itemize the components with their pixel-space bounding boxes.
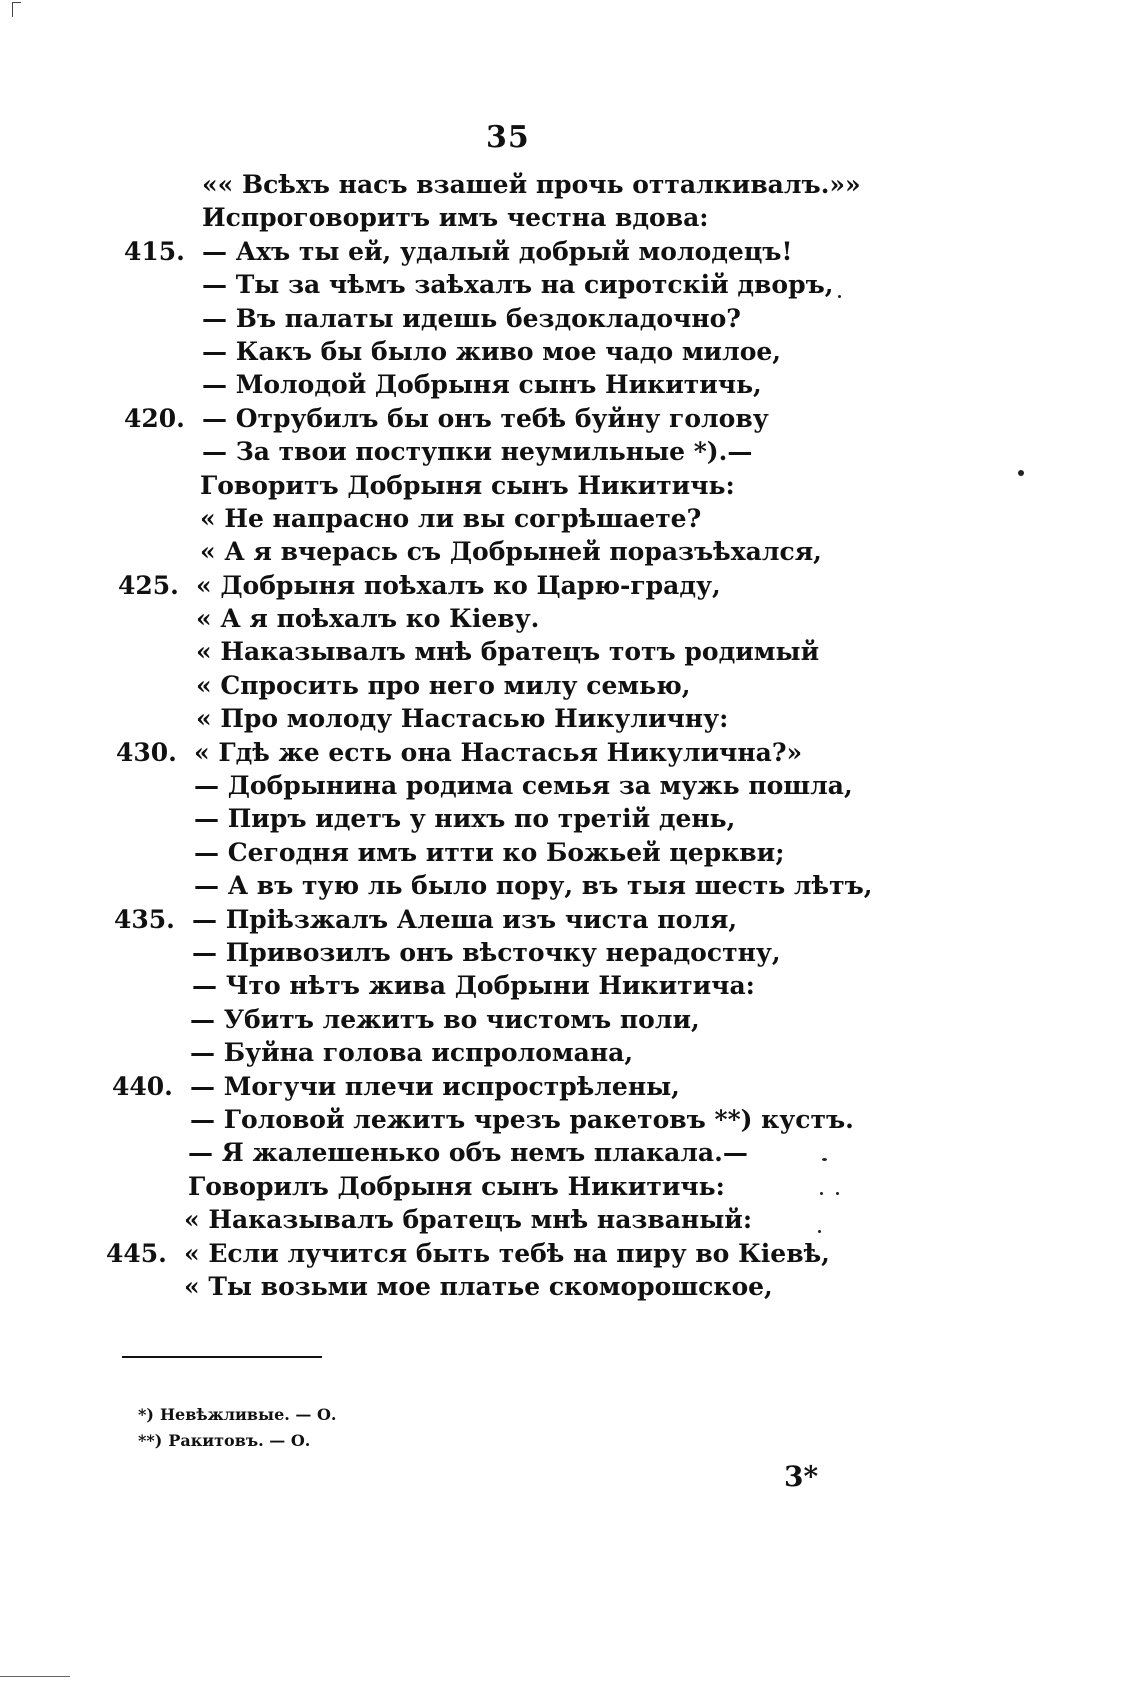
verse-line xyxy=(0,936,1140,969)
print-speck xyxy=(1018,470,1024,476)
verse-text: Говоритъ Добрыня сынъ Никитичь: xyxy=(200,470,735,500)
line-number: 415. xyxy=(124,236,185,266)
print-speck xyxy=(836,1192,839,1195)
verse-text: — Буйна голова испроломана, xyxy=(190,1038,634,1068)
verse-text: — Ты за чѣмъ заѣхалъ на сиротскій дворъ, xyxy=(202,270,834,300)
scan-edge-line xyxy=(0,1676,70,1677)
verse-text: « Не напрасно ли вы согрѣшаете? xyxy=(200,503,702,533)
verse-text: « Добрыня поѣхалъ ко Царю-граду, xyxy=(196,570,721,600)
print-speck xyxy=(838,295,841,298)
verse-text: « Наказывалъ мнѣ братецъ тотъ родимый xyxy=(196,637,820,667)
verse-line xyxy=(0,1170,1140,1203)
verse-line xyxy=(0,469,1140,502)
line-number: 435. xyxy=(114,904,175,934)
verse-line xyxy=(0,1203,1140,1236)
print-speck xyxy=(818,1230,821,1233)
verse-text: Говорилъ Добрыня сынъ Никитичь: xyxy=(188,1171,725,1201)
verse-line xyxy=(0,168,1140,201)
verse-line xyxy=(0,302,1140,335)
verse-text: — Какъ бы было живо мое чадо милое, xyxy=(202,336,782,366)
footnote-separator xyxy=(122,1356,322,1358)
footnote-marker: **) xyxy=(138,1431,163,1450)
verse-line xyxy=(0,869,1140,902)
verse-line xyxy=(0,736,1140,769)
verse-text: — Что нѣтъ жива Добрыни Никитича: xyxy=(192,971,755,1001)
verse-line xyxy=(0,201,1140,234)
verse-line xyxy=(0,1270,1140,1303)
verse-line xyxy=(0,903,1140,936)
verse-text: — Ахъ ты ей, удалый добрый молодецъ! xyxy=(202,236,793,266)
verse-text: « Гдѣ же есть она Настасья Никулична?» xyxy=(194,737,803,767)
verse-line xyxy=(0,1036,1140,1069)
verse-text: « Наказывалъ братецъ мнѣ названый: xyxy=(184,1205,753,1235)
verse-line xyxy=(0,268,1140,301)
verse-text: — Пріѣзжалъ Алеша изъ чиста поля, xyxy=(192,904,738,934)
verse-text: « Спросить про него милу семью, xyxy=(196,670,691,700)
verse-line xyxy=(0,1003,1140,1036)
footnote xyxy=(138,1428,336,1454)
verse-line xyxy=(0,235,1140,268)
printer-signature-mark: 3* xyxy=(784,1460,819,1493)
line-number: 420. xyxy=(124,403,185,433)
verse-line xyxy=(0,502,1140,535)
verse-line xyxy=(0,535,1140,568)
verse-text: — Головой лежитъ чрезъ ракетовъ **) кустъ. xyxy=(190,1104,854,1134)
footnote-text: Ракитовъ. — О. xyxy=(168,1431,311,1450)
line-number: 440. xyxy=(112,1071,173,1101)
verse-text: — Привозилъ онъ вѣсточку нерадостну, xyxy=(192,937,781,967)
verse-text: « Про молоду Настасью Никуличну: xyxy=(196,704,729,734)
verse-text: « А я поѣхалъ ко Кіеву. xyxy=(196,604,540,634)
verse-line xyxy=(0,435,1140,468)
verse-text: « Если лучится быть тебѣ на пиру во Кіевѣ, xyxy=(184,1238,830,1268)
page-number: 35 xyxy=(486,120,530,155)
verse-line xyxy=(0,969,1140,1002)
verse-line xyxy=(0,602,1140,635)
verse-line xyxy=(0,1237,1140,1270)
verse-text: — Отрубилъ бы онъ тебѣ буйну голову xyxy=(202,403,769,433)
verse-text: Испроговоритъ имъ честна вдова: xyxy=(202,203,709,233)
verse-text: — За твои поступки неумильные *).— xyxy=(202,437,753,467)
verse-text: — Пиръ идетъ у нихъ по третій день, xyxy=(194,804,736,834)
verse-text: « Ты возьми мое платье скоморошское, xyxy=(184,1271,773,1301)
verse-text: — Молодой Добрыня сынъ Никитичь, xyxy=(202,370,762,400)
verse-line xyxy=(0,402,1140,435)
line-number: 430. xyxy=(116,737,177,767)
verse-line xyxy=(0,335,1140,368)
verse-text: — Въ палаты идешь бездокладочно? xyxy=(202,303,741,333)
footnote-marker: *) xyxy=(138,1405,154,1424)
verse-line xyxy=(0,702,1140,735)
verse-line xyxy=(0,802,1140,835)
verse-line xyxy=(0,635,1140,668)
verse-text: — А въ тую ль было пору, въ тыя шесть лѣтъ, xyxy=(194,871,873,901)
verse-line xyxy=(0,1070,1140,1103)
verse-line xyxy=(0,1136,1140,1169)
line-number: 425. xyxy=(118,570,179,600)
verse-block xyxy=(0,168,1140,1303)
verse-line xyxy=(0,368,1140,401)
verse-text: — Сегодня имъ итти ко Божьей церкви; xyxy=(194,837,785,867)
footnotes xyxy=(138,1402,336,1454)
print-speck xyxy=(822,1158,827,1161)
verse-line xyxy=(0,836,1140,869)
verse-line xyxy=(0,569,1140,602)
print-speck xyxy=(820,1192,823,1195)
verse-text: — Могучи плечи испрострѣлены, xyxy=(190,1071,680,1101)
line-number: 445. xyxy=(106,1238,167,1268)
verse-text: — Убитъ лежитъ во чистомъ поли, xyxy=(190,1004,700,1034)
verse-line xyxy=(0,1103,1140,1136)
verse-line xyxy=(0,769,1140,802)
footnote xyxy=(138,1402,336,1428)
verse-text: — Добрынина родима семья за мужь пошла, xyxy=(194,771,853,801)
footnote-text: Невѣжливые. — О. xyxy=(159,1405,337,1424)
verse-text: « А я вчерась съ Добрыней поразъѣхался, xyxy=(200,537,822,567)
scan-corner-mark xyxy=(12,2,21,17)
verse-line xyxy=(0,669,1140,702)
verse-text: «« Всѣхъ насъ взашей прочь отталкивалъ.»» xyxy=(202,170,861,199)
verse-text: — Я жалешенько объ немъ плакала.— xyxy=(188,1138,748,1168)
